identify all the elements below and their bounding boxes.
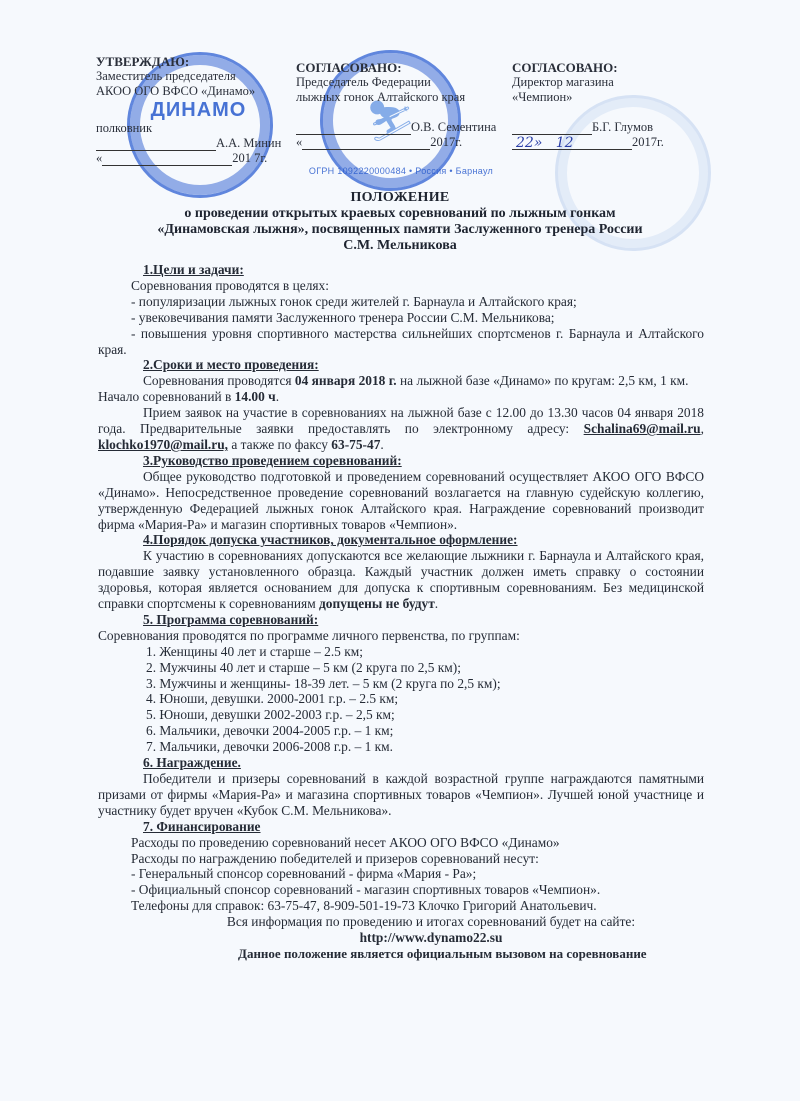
- stamp-federation-text: ОГРН 1092220000484 • Россия • Барнаул: [308, 166, 494, 176]
- skier-icon: ⛷: [365, 98, 416, 143]
- section-heading-financing: 7. Финансирование: [143, 818, 261, 834]
- date-line: [512, 135, 687, 150]
- email-link[interactable]: klochko1970@mail.ru,: [98, 436, 229, 452]
- group-item: 7. Мальчики, девочки 2006-2008 г.р. – 1 км.: [146, 739, 393, 755]
- date-year: 2017г.: [430, 135, 463, 149]
- group-item: 6. Мальчики, девочки 2004-2005 г.р. – 1 км;: [146, 723, 394, 739]
- approval-block-federation: [296, 60, 506, 150]
- signer-name: А.А. Минин: [216, 136, 282, 150]
- approval-line: «Чемпион»: [512, 90, 573, 104]
- footer-note: Данное положение является официальным вызовом на соревнование: [238, 945, 647, 961]
- signature-field: [96, 138, 216, 151]
- section-heading-program: 5. Программа соревнований:: [143, 611, 319, 627]
- date-year: 201 7г.: [232, 151, 268, 165]
- date-handwritten: 22» 12: [516, 135, 574, 151]
- section-heading-management: 3.Руководство проведением соревнований:: [143, 452, 402, 468]
- date-field: [102, 153, 232, 166]
- paragraph: Победители и призеры соревнований в каждой возрастной группе награждаются памятными призами от фирмы «Мария-Ра» и магазина спортивных товаров «Чемпион». Лучшей юной участнице и участнику будет вручен «Кубок С.М. Мельникова».: [98, 771, 704, 818]
- stamp-gap: [96, 99, 301, 121]
- list-item: - популяризации лыжных гонок среди жителей г. Барнаула и Алтайского края;: [131, 293, 577, 309]
- paragraph: К участию в соревнованиях допускаются все желающие лыжники г. Барнаула и Алтайского края, подавшие заявку установленного образца. Каждый участник должен иметь справку о состоянии здоровья, которая является основанием для допуска к спортивным соревнованиям. Без медицинской справки спортсмены к соревнованиям допущены не будут.: [98, 548, 704, 612]
- paragraph: Общее руководство подготовкой и проведением соревнований осуществляет АКОО ОГО ВФСО «Динамо». Непосредственное проведение соревнований возлагается на главную судейскую коллегию, утвержденную Федерацией лыжных гонок Алтайского края. Награждение соревнований производит фирма «Мария-Ра» и магазин спортивных товаров «Чемпион».: [98, 468, 704, 532]
- approval-line: АКОО ОГО ВФСО «Динамо»: [96, 84, 256, 98]
- signer-name: О.В. Сементина: [411, 120, 497, 134]
- title-line: о проведении открытых краевых соревнований по лыжным гонкам: [184, 206, 616, 221]
- signature-line: [512, 120, 687, 135]
- approval-line: полковник: [96, 121, 153, 135]
- signature-line: [96, 136, 301, 151]
- signer-name: Б.Г. Глумов: [592, 120, 654, 134]
- section-heading-dates: 2.Сроки и место проведения:: [143, 357, 319, 373]
- signature-line: [296, 120, 506, 135]
- paragraph: Телефоны для справок: 63-75-47, 8-909-501-19-73 Клочко Григорий Анатольевич.: [131, 898, 597, 914]
- date-field: [512, 137, 632, 150]
- paragraph-applications: Прием заявок на участие в соревнованиях на лыжной базе с 12.00 до 13.30 часов 04 января 2018 года. Предварительные заявки предоставлять по электронному адресу: Schalina69@mail.ru, klochko1970@mail.ru, а также по факсу 63-75-47.: [98, 405, 704, 452]
- email-link[interactable]: Schalina69@mail.ru: [583, 421, 701, 437]
- approval-heading: УТВЕРЖДАЮ:: [96, 54, 190, 69]
- paragraph: Расходы по награждению победителей и призеров соревнований несут:: [131, 850, 539, 866]
- document-body: [98, 262, 704, 962]
- paragraph: - Генеральный спонсор соревнований - фирма «Мария - Ра»;: [131, 866, 477, 882]
- approval-heading: СОГЛАСОВАНО:: [296, 60, 402, 75]
- list-item: - увековечивания памяти Заслуженного тренера России С.М. Мельникова;: [131, 309, 555, 325]
- date-quote: «: [296, 135, 303, 149]
- title-line: «Динамовская лыжня», посвященных памяти Заслуженного тренера России: [157, 222, 643, 237]
- approval-line: Председатель Федерации: [296, 75, 431, 89]
- paragraph: Соревнования проводятся по программе личного первенства, по группам:: [98, 627, 520, 643]
- group-item: 4. Юноши, девушки. 2000-2001 г.р. – 2.5 км;: [146, 691, 399, 707]
- approval-line: Директор магазина: [512, 75, 614, 89]
- section-heading-goals: 1.Цели и задачи:: [143, 262, 244, 277]
- group-item: 3. Мужчины и женщины- 18-39 лет. – 5 км (2 круга по 2,5 км);: [146, 675, 501, 691]
- date-quote: «: [96, 151, 103, 165]
- date-field: [302, 137, 430, 150]
- footer-info: Вся информация по проведению и итогах соревнований будет на сайте:: [226, 914, 636, 930]
- paragraph: Расходы по проведению соревнований несет АКОО ОГО ВФСО «Динамо»: [131, 834, 560, 850]
- section-heading-awards: 6. Награждение.: [143, 755, 241, 771]
- document-title: [100, 190, 700, 254]
- paragraph-dates: Соревнования проводятся 04 января 2018 г. на лыжной базе «Динамо» по кругам: 2,5 км, 1 км. Начало соревнований в 14.00 ч.: [98, 373, 689, 405]
- group-item: 1. Женщины 40 лет и старше – 2.5 км;: [146, 643, 363, 659]
- stamp-dynamo-text: ДИНАМО: [150, 99, 247, 121]
- title-line: С.М. Мельникова: [343, 238, 457, 253]
- approval-line: Заместитель председателя: [96, 69, 236, 83]
- approval-heading: СОГЛАСОВАНО:: [512, 60, 618, 75]
- date-year: 2017г.: [632, 135, 664, 149]
- signature-field: [296, 122, 411, 135]
- section-heading-admission: 4.Порядок допуска участников, документальное оформление:: [143, 532, 518, 548]
- paragraph: - Официальный спонсор соревнований - магазин спортивных товаров «Чемпион».: [131, 882, 601, 898]
- date-line: [96, 151, 301, 166]
- approval-block-champion: [512, 60, 687, 150]
- paragraph: Соревнования проводятся в целях:: [131, 277, 329, 293]
- group-item: 2. Мужчины 40 лет и старше – 5 км (2 круга по 2,5 км);: [146, 659, 461, 675]
- approval-line: лыжных гонок Алтайского края: [296, 90, 466, 104]
- date-line: [296, 135, 506, 150]
- group-item: 5. Юноши, девушки 2002-2003 г.р. – 2,5 км;: [146, 707, 395, 723]
- title-main: ПОЛОЖЕНИЕ: [350, 190, 450, 205]
- signature-field: [512, 122, 592, 135]
- website-link[interactable]: http://www.dynamo22.su: [359, 930, 503, 946]
- approval-block-approve: [96, 54, 301, 166]
- list-item: - повышения уровня спортивного мастерства сильнейших спортсменов г. Барнаула и Алтайского края.: [98, 325, 704, 357]
